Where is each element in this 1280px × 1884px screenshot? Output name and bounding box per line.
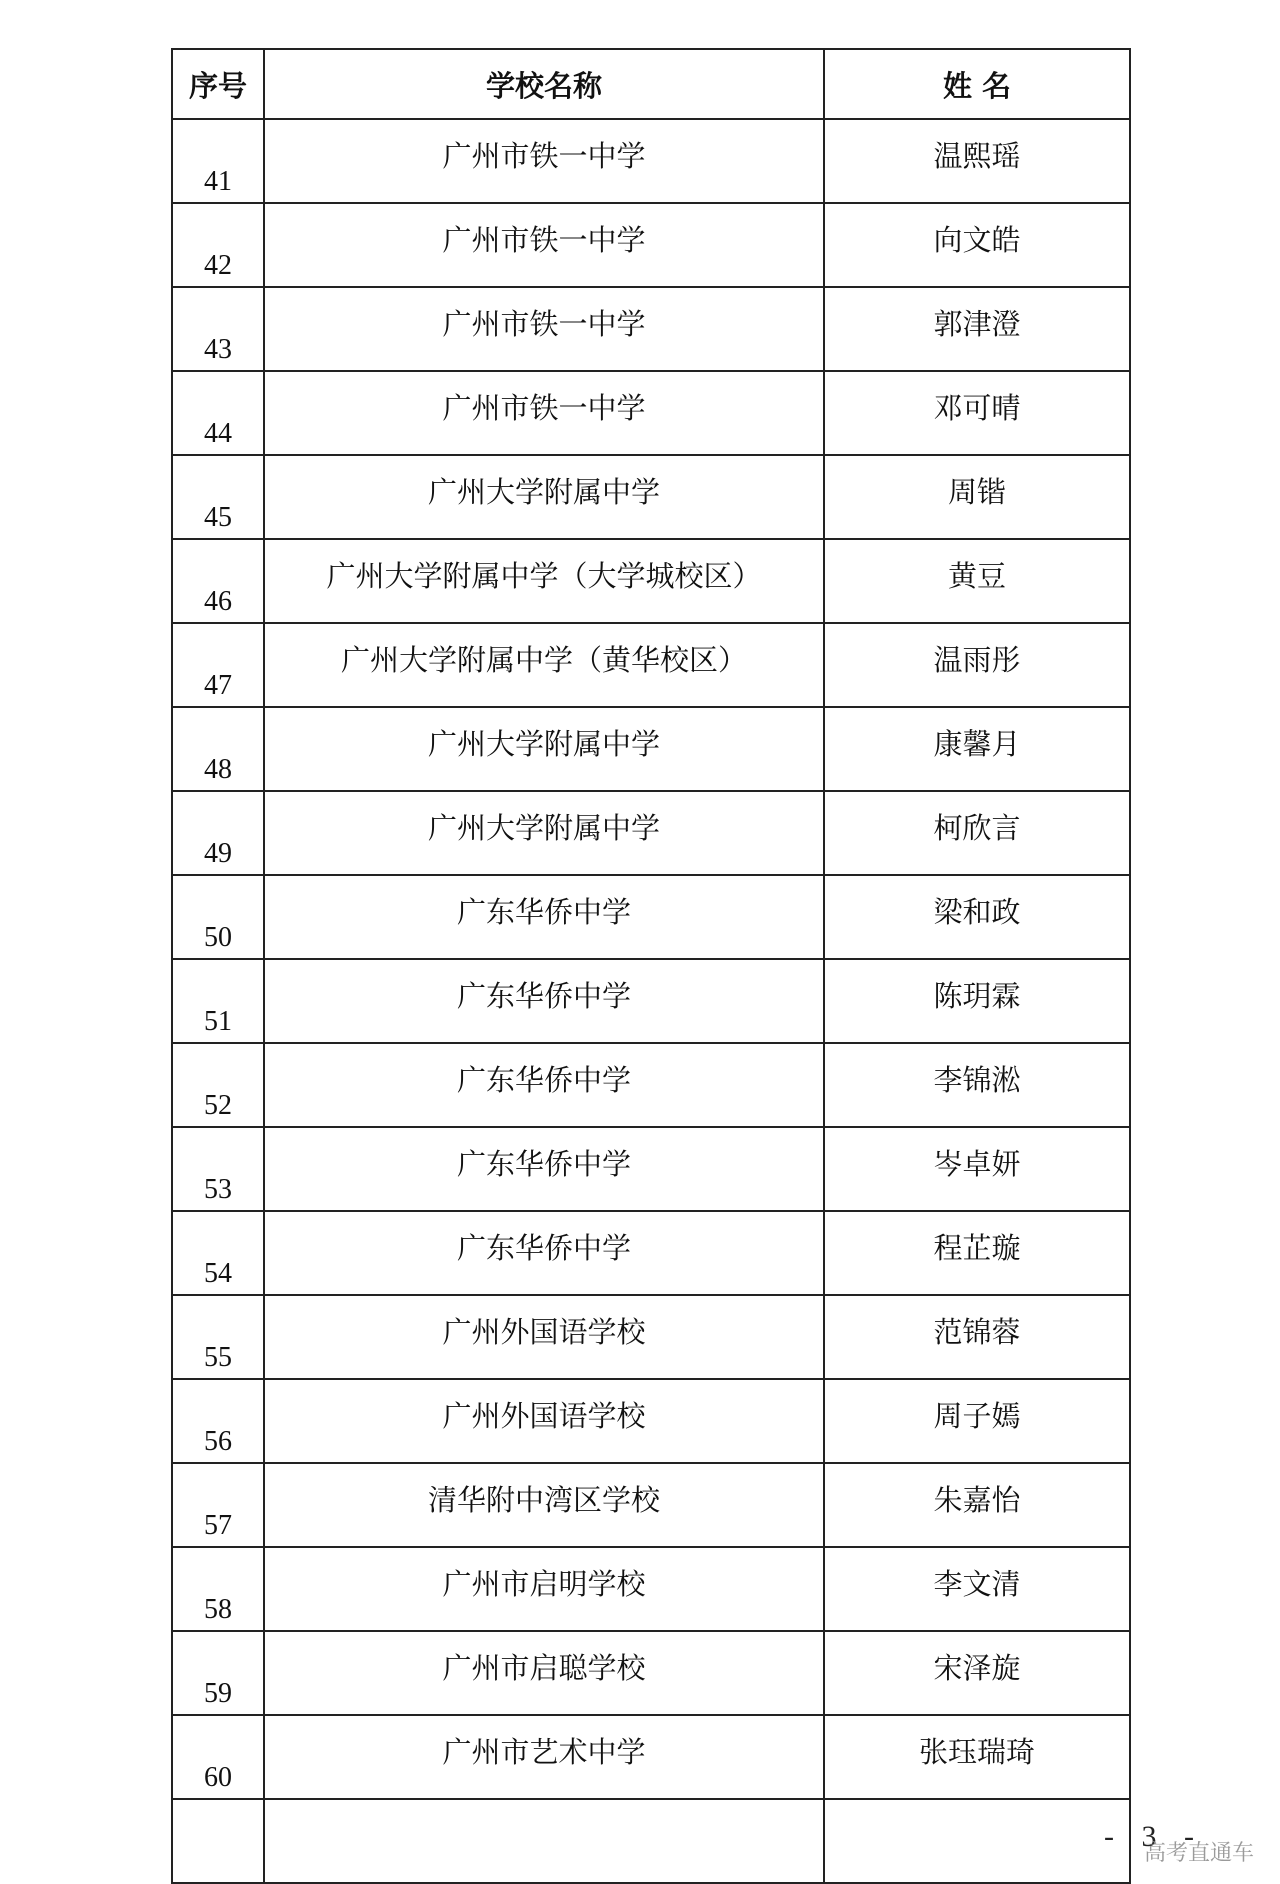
row-student-name: 陈玥霖 xyxy=(824,959,1130,1043)
row-number: 43 xyxy=(172,287,264,371)
row-student-name: 向文皓 xyxy=(824,203,1130,287)
row-number: 56 xyxy=(172,1379,264,1463)
row-student-name xyxy=(824,1799,1130,1883)
row-school: 广州外国语学校 xyxy=(264,1295,824,1379)
row-student-name: 周子嫣 xyxy=(824,1379,1130,1463)
table-row xyxy=(172,1211,1130,1295)
row-school: 广东华侨中学 xyxy=(264,1127,824,1211)
header-number: 序号 xyxy=(172,49,264,119)
table-row xyxy=(172,707,1130,791)
row-school: 广州市启聪学校 xyxy=(264,1631,824,1715)
row-student-name: 岑卓妍 xyxy=(824,1127,1130,1211)
row-school: 广州市铁一中学 xyxy=(264,371,824,455)
row-number: 49 xyxy=(172,791,264,875)
row-school: 广州外国语学校 xyxy=(264,1379,824,1463)
row-school: 广州大学附属中学 xyxy=(264,707,824,791)
empty-table-row xyxy=(172,1799,1130,1883)
table-row xyxy=(172,959,1130,1043)
row-number: 51 xyxy=(172,959,264,1043)
row-student-name: 宋泽旋 xyxy=(824,1631,1130,1715)
table-row xyxy=(172,455,1130,539)
row-number: 52 xyxy=(172,1043,264,1127)
row-number: 45 xyxy=(172,455,264,539)
row-number: 58 xyxy=(172,1547,264,1631)
table-row xyxy=(172,1547,1130,1631)
table-body xyxy=(172,119,1130,1883)
table-row xyxy=(172,1043,1130,1127)
table-row xyxy=(172,1127,1130,1211)
row-school: 广州大学附属中学（大学城校区） xyxy=(264,539,824,623)
row-school: 广州市铁一中学 xyxy=(264,119,824,203)
row-number: 41 xyxy=(172,119,264,203)
table-row xyxy=(172,119,1130,203)
row-number: 57 xyxy=(172,1463,264,1547)
row-number: 42 xyxy=(172,203,264,287)
page-number: - 3 - xyxy=(1104,1820,1204,1853)
row-number: 59 xyxy=(172,1631,264,1715)
table-row xyxy=(172,287,1130,371)
row-school: 广东华侨中学 xyxy=(264,1043,824,1127)
row-number: 47 xyxy=(172,623,264,707)
row-number: 46 xyxy=(172,539,264,623)
row-student-name: 康馨月 xyxy=(824,707,1130,791)
row-school: 广州大学附属中学 xyxy=(264,455,824,539)
table-row xyxy=(172,203,1130,287)
row-number: 53 xyxy=(172,1127,264,1211)
table-row xyxy=(172,1379,1130,1463)
row-school: 广东华侨中学 xyxy=(264,1211,824,1295)
header-school-name: 学校名称 xyxy=(264,49,824,119)
row-student-name: 温雨彤 xyxy=(824,623,1130,707)
row-number xyxy=(172,1799,264,1883)
row-number: 55 xyxy=(172,1295,264,1379)
watermark-text: 高考直通车 xyxy=(1144,1841,1255,1866)
row-student-name: 李文清 xyxy=(824,1547,1130,1631)
row-number: 54 xyxy=(172,1211,264,1295)
row-student-name: 李锦淞 xyxy=(824,1043,1130,1127)
table-row xyxy=(172,539,1130,623)
table-header xyxy=(172,49,1130,119)
row-number: 44 xyxy=(172,371,264,455)
student-roster-table xyxy=(171,48,1131,1884)
row-number: 60 xyxy=(172,1715,264,1799)
row-student-name: 黄豆 xyxy=(824,539,1130,623)
row-school: 广州市启明学校 xyxy=(264,1547,824,1631)
header-student-name: 姓 名 xyxy=(824,49,1130,119)
table-row xyxy=(172,1631,1130,1715)
row-student-name: 柯欣言 xyxy=(824,791,1130,875)
row-school: 广州大学附属中学 xyxy=(264,791,824,875)
table-row xyxy=(172,875,1130,959)
row-student-name: 温熙瑶 xyxy=(824,119,1130,203)
row-school: 广州市铁一中学 xyxy=(264,203,824,287)
row-number: 50 xyxy=(172,875,264,959)
row-school: 广州市艺术中学 xyxy=(264,1715,824,1799)
row-student-name: 周锴 xyxy=(824,455,1130,539)
row-school: 广东华侨中学 xyxy=(264,875,824,959)
row-school: 广东华侨中学 xyxy=(264,959,824,1043)
table-row xyxy=(172,623,1130,707)
row-school: 清华附中湾区学校 xyxy=(264,1463,824,1547)
row-student-name: 范锦蓉 xyxy=(824,1295,1130,1379)
header-row xyxy=(172,49,1130,119)
row-student-name: 程芷璇 xyxy=(824,1211,1130,1295)
row-student-name: 朱嘉怡 xyxy=(824,1463,1130,1547)
row-school: 广州市铁一中学 xyxy=(264,287,824,371)
table-row xyxy=(172,1715,1130,1799)
row-school xyxy=(264,1799,824,1883)
table-row xyxy=(172,1463,1130,1547)
row-student-name: 梁和政 xyxy=(824,875,1130,959)
row-student-name: 张珏瑞琦 xyxy=(824,1715,1130,1799)
row-school: 广州大学附属中学（黄华校区） xyxy=(264,623,824,707)
row-number: 48 xyxy=(172,707,264,791)
row-student-name: 邓可晴 xyxy=(824,371,1130,455)
table-row xyxy=(172,371,1130,455)
row-student-name: 郭津澄 xyxy=(824,287,1130,371)
table-row xyxy=(172,791,1130,875)
table-row xyxy=(172,1295,1130,1379)
